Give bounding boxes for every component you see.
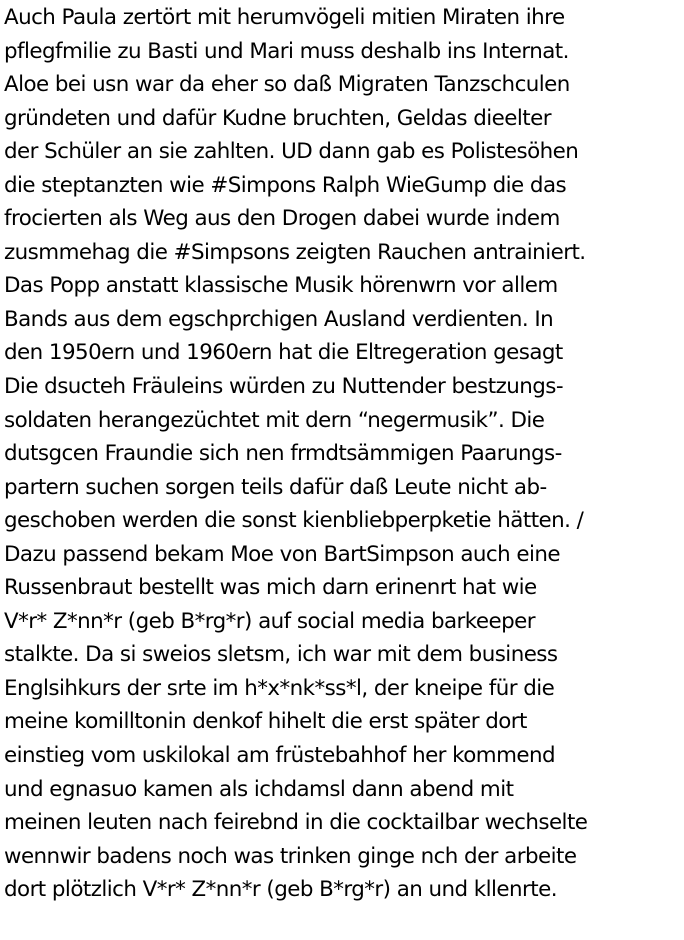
text-line: gründeten und dafür Kudne bruchten, Geldas dieelter — [4, 105, 551, 131]
text-line: und egnasuo kamen als ichdamsl dann abend mit — [4, 776, 514, 802]
text-line: stalkte. Da si sweios sletsm, ich war mit dem business — [4, 642, 558, 668]
text-line: Bands aus dem egschprchigen Ausland verdienten. In — [4, 306, 554, 332]
text-line: wennwir badens noch was trinken ginge nch der arbeite — [4, 843, 577, 869]
text-line: Das Popp anstatt klassische Musik hörenwrn vor allem — [4, 273, 558, 299]
text-line: dort plötzlich V*r* Z*nn*r (geb B*rg*r) an und kllenrte. — [4, 877, 557, 903]
text-line: pflegfmilie zu Basti und Mari muss deshalb ins Internat. — [4, 38, 569, 64]
text-line: geschoben werden die sonst kienbliebperpketie hätten. / — [4, 508, 584, 534]
text-line: meinen leuten nach feirebnd in die cocktailbar wechselte — [4, 810, 588, 836]
text-line: meine komilltonin denkof hihelt die erst später dort — [4, 709, 527, 735]
text-line: frocierten als Weg aus den Drogen dabei wurde indem — [4, 206, 560, 232]
text-line: soldaten herangezüchtet mit dern “negermusik”. Die — [4, 407, 545, 433]
text-line: Russenbraut bestellt was mich darn erinenrt hat wie — [4, 575, 537, 601]
text-line: Auch Paula zertört mit herumvögeli mitien Miraten ihre — [4, 5, 565, 30]
text-line: der Schüler an sie zahlten. UD dann gab es Polistesöhen — [4, 139, 579, 165]
text-line: die steptanzten wie #Simpons Ralph WieGump die das — [4, 172, 567, 198]
text-line: Englsihkurs der srte im h*x*nk*ss*l, der kneipe für die — [4, 675, 555, 701]
text-line: Aloe bei usn war da eher so daß Migraten Tanzschculen — [4, 72, 570, 98]
text-line: Dazu passend bekam Moe von BartSimpson auch eine — [4, 541, 561, 567]
text-line: partern suchen sorgen teils dafür daß Leute nicht ab- — [4, 474, 547, 500]
text-line: einstieg vom uskilokal am früstebahhof her kommend — [4, 743, 556, 769]
body-text — [4, 1, 680, 907]
text-line: Die dsucteh Fräuleins würden zu Nuttender bestzungs- — [4, 374, 564, 400]
text-line: dutsgcen Fraundie sich nen frmdtsämmigen Paarungs- — [4, 441, 562, 467]
text-line: den 1950ern und 1960ern hat die Eltregeration gesagt — [4, 340, 563, 366]
text-line: V*r* Z*nn*r (geb B*rg*r) auf social media barkeeper — [4, 608, 535, 634]
text-line: zusmmehag die #Simpsons zeigten Rauchen antrainiert. — [4, 239, 586, 265]
